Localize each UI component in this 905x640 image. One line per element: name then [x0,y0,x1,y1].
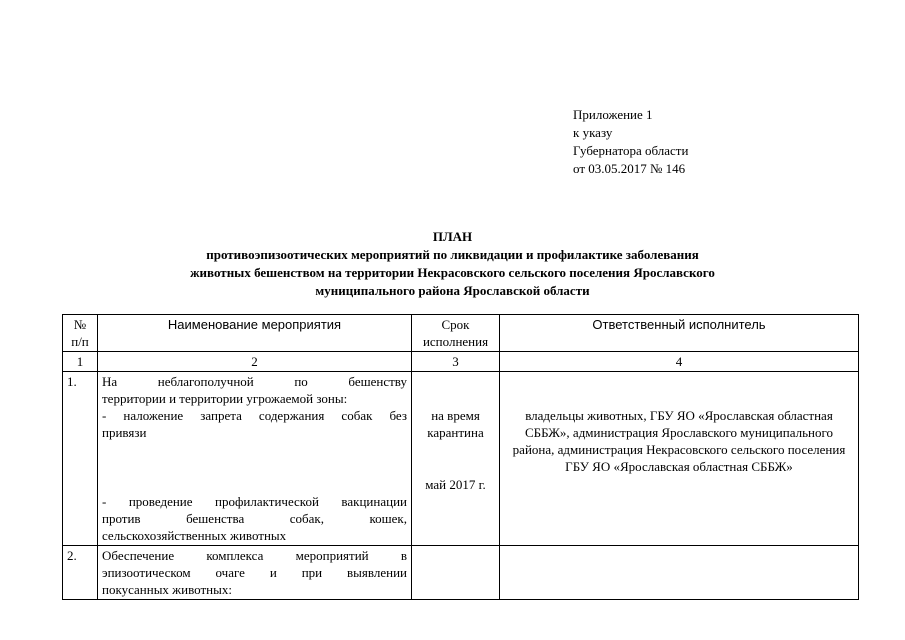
column-number-3: 3 [412,352,500,372]
row-2-responsible [500,546,859,600]
column-number-1: 1 [63,352,98,372]
header-responsible: Ответственный исполнитель [500,315,859,352]
document-title [0,228,905,300]
row-1-name [98,372,412,546]
appendix-line-2: к указу [573,125,613,140]
row-2-name [98,546,412,600]
row-1-item1-a: - наложение запрета содержания собак без [102,408,407,423]
title-line-2: животных бешенством на территории Некрасовского сельского поселения Ярославского [190,265,715,280]
row-2-name-c: покусанных животных: [102,582,232,597]
table-row [63,372,859,546]
row-2-term [412,546,500,600]
row-2-name-b: эпизоотическом очаге и при выявлении [102,565,407,580]
row-1-item1-resp: владельцы животных, ГБУ ЯО «Ярославская областная СББЖ», администрация Ярославского муниципального района, администрация Некрасовского сельского поселения [512,408,846,457]
row-1-item1-b: привязи [102,425,147,440]
row-1-item2-c: сельскохозяйственных животных [102,528,287,543]
title-line-3: муниципального района Ярославской области [315,283,590,298]
header-name: Наименование мероприятия [98,315,412,352]
row-1-intro-b: территории и территории угрожаемой зоны: [102,391,348,406]
table-row [63,546,859,600]
row-1-intro-a: На неблагополучной по бешенству [102,374,407,389]
row-1-item2-a: - проведение профилактической вакцинации [102,494,407,509]
title-line-1: противоэпизоотических мероприятий по ликвидации и профилактике заболевания [206,247,699,262]
row-1-item2-resp: ГБУ ЯО «Ярославская областная СББЖ» [565,459,793,474]
table-header-row [63,315,859,352]
appendix-line-1: Приложение 1 [573,107,653,122]
row-1-item2-term: май 2017 г. [425,477,486,492]
appendix-block [573,106,688,178]
row-1-item2-b: против бешенства собак, кошек, [102,511,407,526]
row-1-item1-term: на время карантина [427,408,484,440]
column-number-4: 4 [500,352,859,372]
appendix-line-4: от 03.05.2017 № 146 [573,161,686,176]
header-num: № п/п [63,315,98,352]
row-1-responsible [500,372,859,546]
plan-table [62,314,859,600]
header-term: Срок исполнения [412,315,500,352]
column-number-2: 2 [98,352,412,372]
row-2-num: 2. [63,546,98,600]
row-1-term [412,372,500,546]
row-1-num: 1. [63,372,98,546]
row-2-name-a: Обеспечение комплекса мероприятий в [102,548,407,563]
appendix-line-3: Губернатора области [573,143,689,158]
column-number-row [63,352,859,372]
title-heading: ПЛАН [432,229,473,244]
